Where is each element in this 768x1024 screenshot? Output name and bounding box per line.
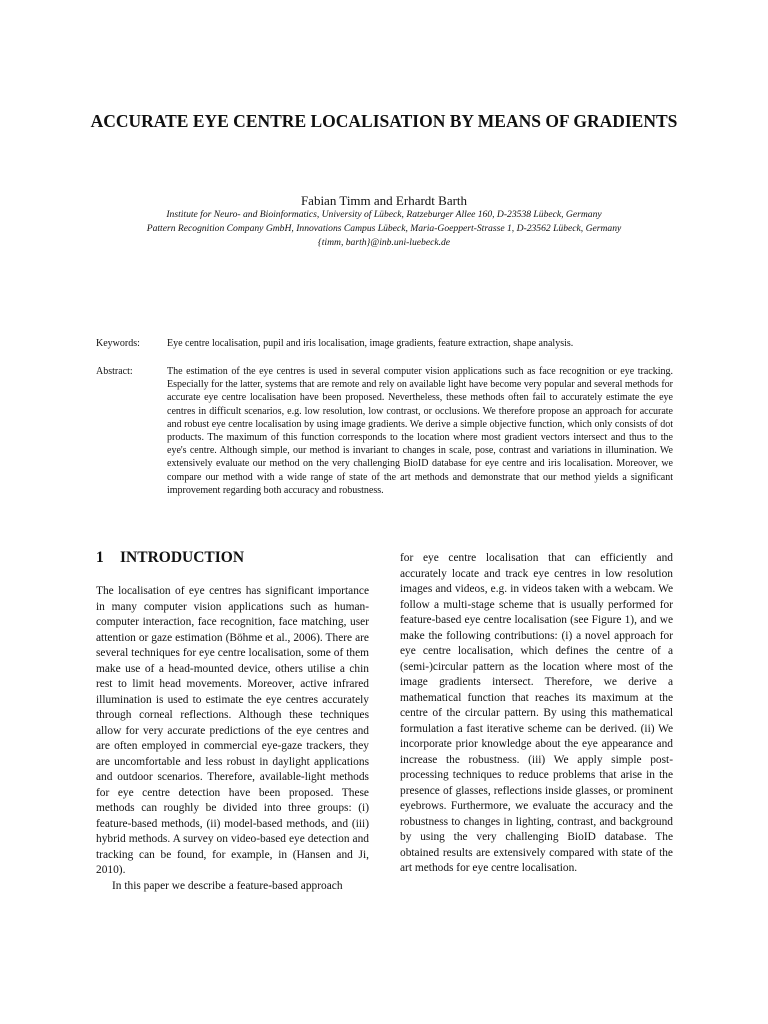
intro-paragraph-2-continued: for eye centre localisation that can efficiently and accurately locate and track eye centres in low resolution images and videos, e.g. in videos taken with a webcam. We follow a multi-stage scheme that is usually performed for feature-based eye centre localisation (see Figure 1), and we make the following contributions: (i) a novel approach for eye centre localisation, which defines the centre of a (semi-)circular pattern as the location where most of the image gradients intersect. Therefore, we derive a mathematical function that reaches its maximum at the centre of the circular pattern. By using this mathematical formulation a fast iterative scheme can be derived. (ii) We incorporate prior knowledge about the eye appearance and increase the robustness. (iii) We apply simple post-processing techniques to reduce problems that arise in the presence of glasses, reflections inside glasses, or prominent eyebrows. Furthermore, we evaluate the accuracy and the robustness to changes in lighting, contrast, and background by using the very challenging BioID database. The obtained results are extensively compared with state of the art methods for eye centre localisation. — [400, 552, 673, 874]
author-email: {timm, barth}@inb.uni-luebeck.de — [317, 237, 451, 248]
left-column — [96, 584, 369, 894]
right-column — [400, 551, 673, 877]
affiliation-1: Institute for Neuro- and Bioinformatics, University of Lübeck, Ratzeburger Allee 160, D-23538 Lübeck, Germany — [166, 209, 602, 220]
intro-paragraph-2: In this paper we describe a feature-based approach — [112, 879, 343, 892]
keywords-text: Eye centre localisation, pupil and iris localisation, image gradients, feature extraction, shape analysis. — [167, 338, 574, 349]
intro-paragraph-1: The localisation of eye centres has significant importance in many computer vision applications such as human-computer interaction, face recognition, face matching, user attention or gaze estimation (Böhme et al., 2006). There are several techniques for eye centre localisation, some of them make use of a head-mounted device, others utilise a chin rest to limit head movements. Moreover, active infrared illumination is used to estimate the eye centres accurately through corneal reflections. Although these techniques allow for very accurate predictions of the eye centres and are often employed in commercial eye-gaze trackers, they are uncomfortable and less robust in daylight applications and outdoor scenarios. Therefore, available-light methods for eye centre detection have been proposed. These methods can roughly be divided into three groups: (i) feature-based methods, (ii) model-based methods, and (iii) hybrid methods. A survey on video-based eye detection and tracking can be found, for example, in (Hansen and Ji, 2010). — [96, 585, 369, 876]
abstract-label: Abstract: — [96, 366, 133, 377]
section-heading-introduction — [96, 549, 244, 567]
section-title: INTRODUCTION — [120, 549, 245, 566]
abstract-text: The estimation of the eye centres is used in several computer vision applications such as face recognition or eye tracking. Especially for the latter, systems that are remote and rely on available light have become very popular and several methods for accurate eye centre localisation have been proposed. Nevertheless, these methods often fail to accurately estimate the eye centres in difficult scenarios, e.g. low resolution, low contrast, or occlusions. We therefore propose an approach for accurate and robust eye centre localisation by using image gradients. We derive a simple objective function, which only consists of dot products. The maximum of this function corresponds to the location where most gradient vectors intersect and thus to the eye's centre. Although simple, our method is invariant to changes in scale, pose, contrast and variations in illumination. We extensively evaluate our method on the very challenging BioID database for eye centre and iris localisation. Moreover, we compare our method with a wide range of state of the art methods and demonstrate that our method yields a significant improvement regarding both accuracy and robustness. — [167, 366, 673, 496]
paper-authors: Fabian Timm and Erhardt Barth — [300, 193, 468, 208]
paper-title: ACCURATE EYE CENTRE LOCALISATION BY MEANS OF GRADIENTS — [90, 111, 678, 131]
section-number: 1 — [96, 549, 104, 566]
affiliation-2: Pattern Recognition Company GmbH, Innovations Campus Lübeck, Maria-Goeppert-Strasse 1, D-23562 Lübeck, Germany — [146, 223, 622, 234]
keywords-label: Keywords: — [96, 338, 140, 349]
